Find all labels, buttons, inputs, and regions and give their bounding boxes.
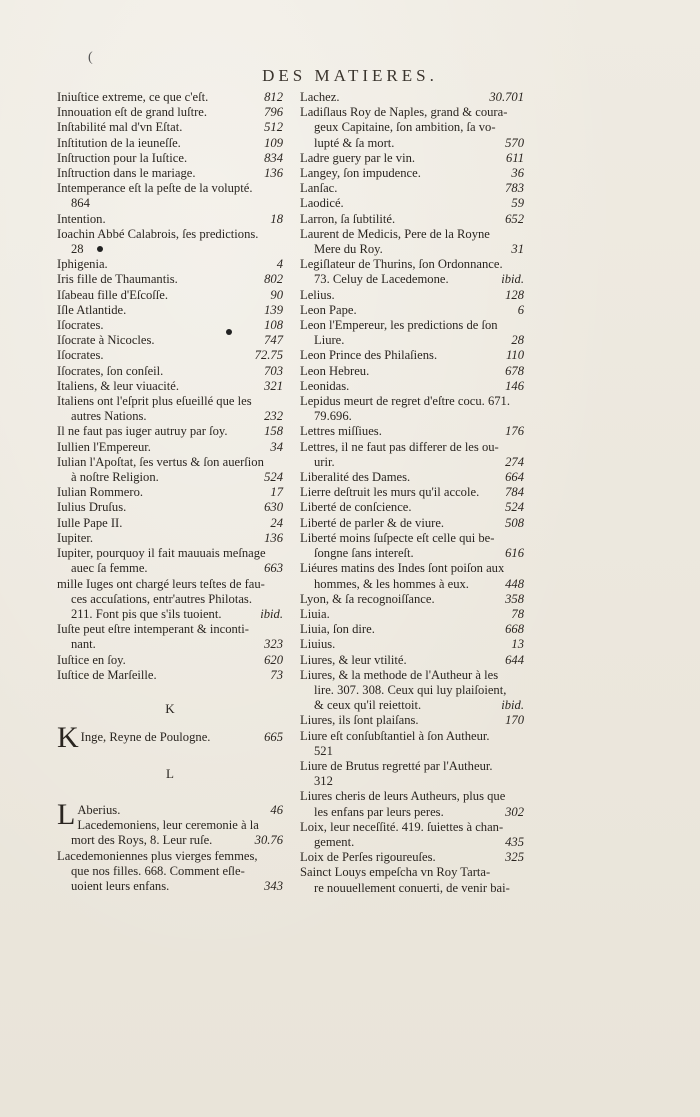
entry-text: Iniuſtice extreme, ce que c'eſt. [57,90,209,104]
page-number: 620 [264,652,283,667]
page-number: 110 [506,348,524,363]
index-entry [300,622,524,637]
entry-text: Intention. [57,211,106,226]
entry-text: Lacedemoniens, leur ceremonie à la [77,818,259,833]
page-number: 570 [505,135,524,150]
index-entry [57,303,283,318]
entry-text: Liures, & la methode de l'Autheur à les [300,667,499,682]
index-entry-continuation [57,833,283,848]
index-entry [57,105,283,120]
page-number: 358 [505,591,524,606]
page-number: 30.701 [489,90,524,104]
index-entry-continuation [57,864,283,879]
index-entry-continuation [300,455,524,470]
index-entry-continuation [300,744,524,759]
index-entry [300,865,524,880]
index-entry [300,531,524,546]
entry-text: Iris fille de Thaumantis. [57,272,178,287]
page-number: 17 [270,485,283,500]
entry-text: Ladre guery par le vin. [300,150,416,165]
entry-text: Iupiter, pourquoy il fait mauuais meſnage [57,546,266,561]
page-number: 274 [505,454,524,469]
page-number: 630 [264,500,283,515]
left-column [57,90,283,894]
index-entry [300,820,524,835]
ink-dot [226,329,232,335]
entry-text: Laodicé. [300,196,344,211]
section-letter-k: K [165,700,175,716]
entry-text: Lepidus meurt de regret d'eſtre cocu. 671. [300,394,510,409]
entry-text: ces accuſations, entr'autres Philotas. [71,591,252,606]
page-number: 4 [276,257,283,272]
index-entry [300,90,524,105]
index-entry [300,166,524,181]
index-entry [81,730,283,745]
index-entry [57,151,283,166]
entry-text: Iſocrates. [57,318,104,333]
entry-text: Liures, ils ſont plaiſans. [300,713,419,728]
index-entry-continuation [300,409,524,424]
entry-text: uoient leurs enfans. [71,878,170,893]
entry-text: 864 [71,196,90,211]
index-entry [57,364,283,379]
index-entry [57,668,283,683]
entry-text: Iſocrates, ſon conſeil. [57,363,164,378]
index-entry [300,713,524,728]
entry-text: Mere du Roy. [314,242,383,257]
page-number: 616 [505,546,524,561]
page-number: 108 [264,318,283,333]
page-number: 146 [505,378,524,393]
entry-text: Inſtruction pour la Iuſtice. [57,150,188,165]
index-entry [57,257,283,272]
entry-text: Liberté moins ſuſpecte eſt celle qui be- [300,530,495,545]
index-entry-continuation [300,272,524,287]
index-entry [300,607,524,622]
page-number: 323 [264,637,283,652]
index-entry-continuation [300,242,524,257]
page-number: 343 [264,878,283,893]
page-number: 652 [505,211,524,226]
index-entry-continuation [300,120,524,135]
index-entry-continuation [57,879,283,894]
right-column [300,90,524,896]
page-number: 524 [264,470,283,485]
index-entry [57,166,283,181]
entry-text: Liures cheris de leurs Autheurs, plus que [300,789,506,804]
page-number: 508 [505,515,524,530]
entry-text: Liberalité des Dames. [300,470,411,485]
index-entry [300,379,524,394]
entry-text: 521 [314,743,333,758]
index-entry-continuation [57,409,283,424]
entry-text: & ceux qu'il reiettoit. [314,698,422,713]
entry-text: Iuſte peut eſtre intemperant & inconti- [57,622,249,637]
index-entry [57,288,283,303]
page-number: 72.75 [254,348,283,363]
entry-text: Iſle Atlantide. [57,302,127,317]
entry-text: que nos filles. 668. Comment eſle- [71,863,245,878]
index-entry [300,105,524,120]
entry-text: Iſocrates. [57,348,104,363]
index-entry-drop-cap [57,797,283,833]
index-entry [300,364,524,379]
entry-text: autres Nations. [71,409,147,424]
page-number: 664 [505,470,524,485]
index-entry [300,151,524,166]
entry-text: Innouation eſt de grand luſtre. [57,105,208,120]
entry-text: 28 [71,242,84,257]
entry-text: Aberius. [77,802,121,817]
page-number: 802 [264,272,283,287]
index-entry [300,424,524,439]
index-entry [300,181,524,196]
index-entry-drop-cap [57,720,283,754]
page-number: 13 [511,637,524,652]
entry-text: Liuia. [300,606,330,621]
index-entry-continuation [57,607,283,622]
entry-text: Liure. [314,333,345,348]
page-number: 90 [270,287,283,302]
page-number: 170 [505,713,524,728]
entry-text: Iupiter. [57,530,94,545]
page-number: 783 [505,181,524,196]
page-number: 18 [270,211,283,226]
entry-text: Liuia, ſon dire. [300,622,375,637]
index-entry [57,379,283,394]
index-entry-continuation [57,592,283,607]
page-number: 28 [511,333,524,348]
index-entry [57,348,283,363]
page-number: 6 [517,302,524,317]
entry-text: Liure de Brutus regretté par l'Autheur. [300,758,493,773]
index-entry-continuation [300,577,524,592]
index-entry [300,196,524,211]
index-entry [57,440,283,455]
page-number: 176 [505,424,524,439]
entry-text: Leon Pape. [300,302,357,317]
entry-text: Iuſtice en ſoy. [57,652,126,667]
entry-text: geux Capitaine, ſon ambition, ſa vo- [314,120,496,135]
entry-text: urir. [314,454,335,469]
page-number: 512 [264,120,283,135]
index-entry [57,120,283,135]
entry-text: Loix, leur neceſſité. 419. ſuiettes à chan- [300,819,504,834]
entry-text: Liberté de parler & de viure. [300,515,445,530]
index-entry [57,333,283,348]
drop-cap: K [57,720,79,754]
index-entry [57,653,283,668]
entry-text: Iulian l'Apoſtat, ſes vertus & ſon auerſion [57,454,264,469]
index-entry [57,546,283,561]
entry-text: Inge, Reyne de Poulogne. [80,729,211,744]
page-number: 611 [506,150,524,165]
entry-text: nant. [71,637,96,652]
index-entry-continuation [57,196,283,211]
index-entry-continuation [300,774,524,789]
index-entry [57,136,283,151]
entry-text: Lachez. [300,90,340,104]
entry-text: Lettres, il ne faut pas differer de les ou- [300,439,499,454]
ink-dot [97,246,103,252]
index-entry [300,516,524,531]
entry-text: Larron, ſa ſubtilité. [300,211,396,226]
entry-text: Iphigenia. [57,257,108,272]
index-entry [300,470,524,485]
entry-text: Legiſlateur de Thurins, ſon Ordonnance. [300,257,503,272]
page-number: 812 [264,90,283,104]
entry-text: gement. [314,834,355,849]
page-number: 36 [511,166,524,181]
index-entry [300,850,524,865]
entry-text: Leonidas. [300,378,350,393]
entry-text: ſongne ſans intereſt. [314,546,414,561]
index-entry [300,789,524,804]
index-entry [300,257,524,272]
index-entry [300,440,524,455]
index-entry [57,181,283,196]
entry-text: Loix de Perſes rigoureuſes. [300,850,436,865]
index-entry [300,561,524,576]
index-entry [300,394,524,409]
entry-text: Iullien l'Empereur. [57,439,151,454]
index-entry [57,622,283,637]
entry-text: lire. 307. 308. Ceux qui luy plaiſoient, [314,682,507,697]
entry-text: mort des Roys, 8. Leur ruſe. [71,833,213,848]
entry-text: 79.696. [314,409,352,424]
page-number: 136 [264,530,283,545]
index-entry [57,272,283,287]
index-entry [300,318,524,333]
entry-text: Iulle Pape II. [57,515,123,530]
page-number: 158 [264,424,283,439]
entry-text: Langey, ſon impudence. [300,166,421,181]
index-entry [57,516,283,531]
page-number: 136 [264,166,283,181]
page-number: 321 [264,378,283,393]
entry-text: Inſtruction dans le mariage. [57,166,196,181]
index-entry [57,227,283,242]
index-entry [77,803,283,818]
entry-text: Sainct Louys empeſcha vn Roy Tarta- [300,865,491,880]
index-entry [300,303,524,318]
section-letter-l: L [166,765,174,781]
page-number: 46 [270,802,283,817]
page-number: 109 [264,135,283,150]
page-number: 59 [511,196,524,211]
entry-text: mille Iuges ont chargé leurs teſtes de fau- [57,576,265,591]
index-entry [300,212,524,227]
entry-text: Laurent de Medicis, Pere de la Royne [300,226,490,241]
index-entry [57,485,283,500]
page-number: ibid. [501,698,524,713]
page-number: ibid. [260,606,283,621]
index-entry [57,212,283,227]
page-number: 747 [264,333,283,348]
entry-text: à noſtre Religion. [71,470,159,485]
entry-text: Iulian Rommero. [57,485,144,500]
index-entry [300,485,524,500]
entry-text: lupté & ſa mort. [314,135,395,150]
index-entry [300,288,524,303]
index-entry [300,759,524,774]
entry-text: Leon Hebreu. [300,363,370,378]
entry-text: Iſocrate à Nicocles. [57,333,155,348]
entry-text: 73. Celuy de Lacedemone. [314,272,449,287]
entry-text: Lelius. [300,287,335,302]
index-entry [300,500,524,515]
entry-text: hommes, & les hommes à eux. [314,576,469,591]
page-number: 325 [505,850,524,865]
index-entry [300,227,524,242]
index-entry-continuation [57,470,283,485]
page-number: 668 [505,622,524,637]
page-header: DES MATIERES. [262,66,438,85]
page-number: 796 [264,105,283,120]
index-entry-continuation [300,881,524,896]
index-entry [57,577,283,592]
entry-text: Lacedemoniennes plus vierges femmes, [57,848,258,863]
page-number: 24 [270,515,283,530]
page-number: 665 [264,729,283,744]
entry-text: Intemperance eſt la peſte de la volupté. [57,181,253,196]
page-number: 644 [505,652,524,667]
entry-text: Il ne faut pas iuger autruy par ſoy. [57,424,228,439]
index-entry [300,348,524,363]
page-number: 703 [264,363,283,378]
page-number: 834 [264,150,283,165]
entry-text: Liure eſt conſubſtantiel à ſon Autheur. [300,728,490,743]
page-number: 78 [511,606,524,621]
index-entry [57,500,283,515]
page-number: 73 [270,667,283,682]
index-entry [300,637,524,652]
entry-text: Iulius Druſus. [57,500,127,515]
drop-cap: L [57,797,76,831]
index-entry [57,455,283,470]
entry-text: auec ſa femme. [71,561,148,576]
page-number: 128 [505,287,524,302]
entry-text: Iuſtice de Marſeille. [57,667,157,682]
entry-text: Lierre deſtruit les murs qu'il accole. [300,485,480,500]
entry-text: Lanſac. [300,181,338,196]
entry-text: Ladiſlaus Roy de Naples, grand & coura- [300,105,508,120]
ink-mark: ( [88,50,93,65]
entry-text: Iſabeau fille d'Eſcoſſe. [57,287,169,302]
entry-text: Leon l'Empereur, les predictions de ſon [300,318,498,333]
page-number: 678 [505,363,524,378]
index-entry [57,90,283,105]
entry-text: Liéures matins des Indes ſont poiſon aux [300,561,505,576]
page-number: ibid. [501,272,524,287]
index-entry [57,424,283,439]
entry-text: Liuius. [300,637,336,652]
index-entry-continuation [300,805,524,820]
page-number: 524 [505,500,524,515]
index-entry [57,394,283,409]
page-number: 30.76 [254,833,283,848]
entry-text: les enfans par leurs peres. [314,804,444,819]
index-entry-continuation [57,242,283,257]
page-number: 663 [264,561,283,576]
index-entry [300,668,524,683]
index-entry-continuation [300,698,524,713]
index-entry-continuation [57,637,283,652]
index-entry [57,849,283,864]
index-entry [300,729,524,744]
entry-text: Italiens, & leur viuacité. [57,378,180,393]
entry-text: Lettres miſſiues. [300,424,382,439]
index-entry [300,592,524,607]
index-entry [57,318,283,333]
index-entry [77,818,283,833]
page-number: 34 [270,439,283,454]
index-entry-continuation [300,835,524,850]
index-entry-continuation [300,683,524,698]
page-number: 435 [505,834,524,849]
index-entry-continuation [57,561,283,576]
entry-text: Lyon, & ſa recognoiſſance. [300,591,435,606]
page-number: 784 [505,485,524,500]
index-entry-continuation [300,546,524,561]
page-number: 302 [505,804,524,819]
index-entry-continuation [300,333,524,348]
entry-text: re nouuellement conuerti, de venir bai- [314,880,510,895]
page-number: 31 [511,242,524,257]
entry-text: Liures, & leur vtilité. [300,652,407,667]
index-entry [57,531,283,546]
entry-text: 211. Font pis que s'ils tuoient. [71,606,222,621]
page-number: 139 [264,302,283,317]
entry-text: Inſtabilité mal d'vn Eſtat. [57,120,183,135]
index-entry [300,653,524,668]
entry-text: Ioachin Abbé Calabrois, ſes predictions. [57,226,259,241]
index-entry-continuation [300,136,524,151]
entry-text: Inſtitution de la ieuneſſe. [57,135,181,150]
entry-text: Italiens ont l'eſprit plus eſueillé que les [57,394,252,409]
page-number: 232 [264,409,283,424]
entry-text: Leon Prince des Philaſiens. [300,348,438,363]
page-number: 448 [505,576,524,591]
entry-text: 312 [314,774,333,789]
entry-text: Liberté de conſcience. [300,500,412,515]
